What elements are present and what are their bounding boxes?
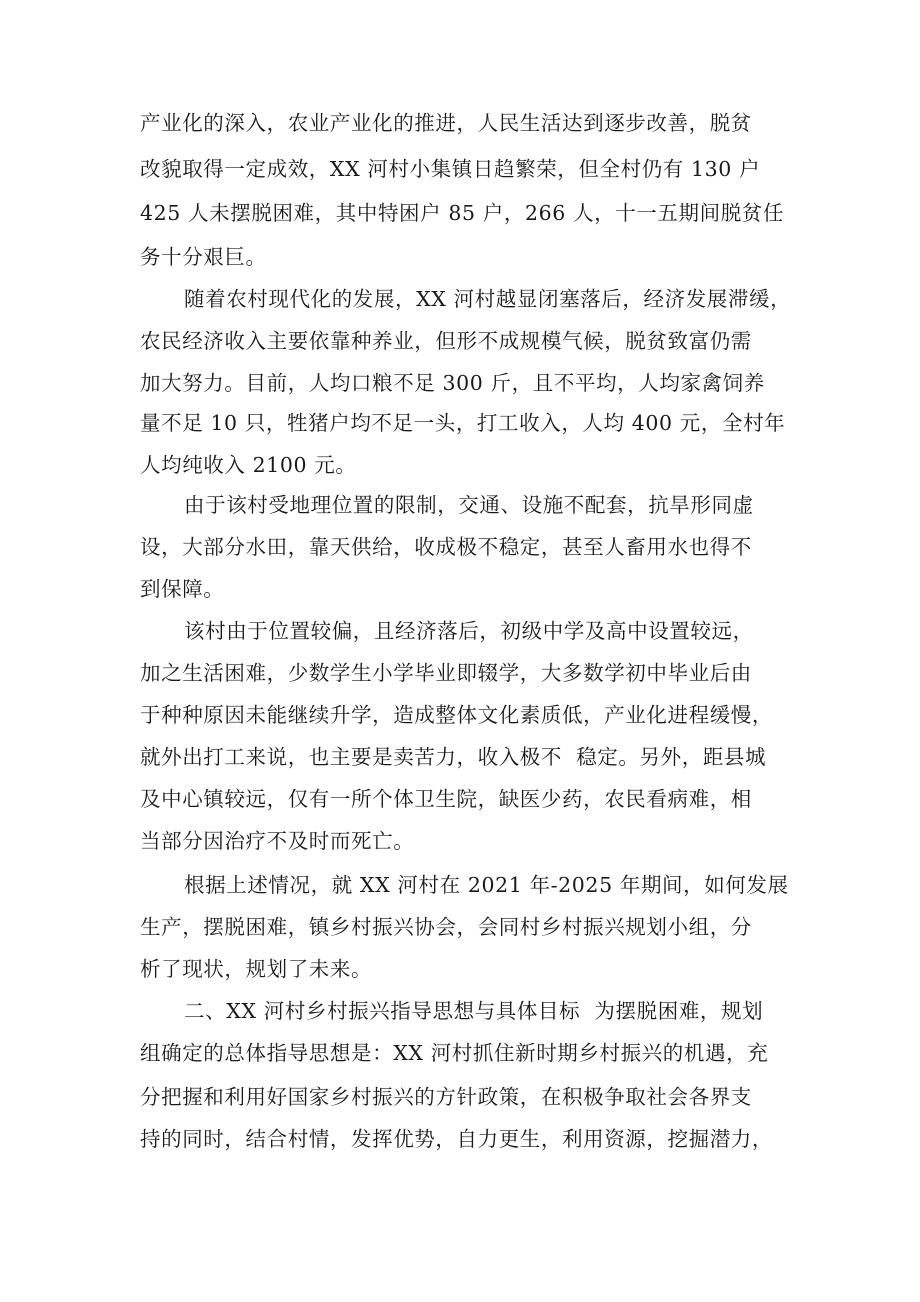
text-line: 量不足 10 只，牲猪户均不足一头，打工收入，人均 400 元，全村年 <box>140 411 786 435</box>
text-line: 就外出打工来说，也主要是卖苦力，收入极不 稳定。另外，距县城 <box>140 745 767 769</box>
text-line: 务十分艰巨。 <box>140 245 267 269</box>
text-line: 当部分因治疗不及时而死亡。 <box>140 829 415 853</box>
text-line: 生产，摆脱困难，镇乡村振兴协会，会同村乡村振兴规划小组，分 <box>140 915 752 939</box>
text-line: 加之生活困难，少数学生小学毕业即辍学，大多数学初中毕业后由 <box>140 661 752 685</box>
text-line: 产业化的深入，农业产业化的推进，人民生活达到逐步改善，脱贫 <box>140 111 752 135</box>
text-line: 425 人未摆脱困难，其中特困户 85 户，266 人，十一五期间脱贫任 <box>140 201 785 225</box>
text-line: 设，大部分水田，靠天供给，收成极不稳定，甚至人畜用水也得不 <box>140 535 752 559</box>
text-line: 加大努力。目前，人均口粮不足 300 斤，且不平均，人均家禽饲养 <box>140 371 765 395</box>
text-line: 该村由于位置较偏，且经济落后，初级中学及高中设置较远， <box>184 619 754 643</box>
text-line: 组确定的总体指导思想是：XX 河村抓住新时期乡村振兴的机遇，充 <box>140 1041 769 1065</box>
text-line: 分把握和利用好国家乡村振兴的方针政策，在积极争取社会各界支 <box>140 1085 752 1109</box>
text-line: 随着农村现代化的发展，XX 河村越显闭塞落后，经济发展滞缓， <box>184 287 792 311</box>
text-line: 农民经济收入主要依靠种养业，但形不成规模气候，脱贫致富仍需 <box>140 329 752 353</box>
text-line: 由于该村受地理位置的限制，交通、设施不配套，抗旱形同虚 <box>184 493 754 517</box>
text-line: 于种种原因未能继续升学，造成整体文化素质低，产业化进程缓慢， <box>140 703 773 727</box>
text-line: 及中心镇较远，仅有一所个体卫生院，缺医少药，农民看病难，相 <box>140 787 752 811</box>
text-line: 改貌取得一定成效，XX 河村小集镇日趋繁荣，但全村仍有 130 户 <box>140 157 761 181</box>
text-line: 到保障。 <box>140 577 225 601</box>
text-line: 根据上述情况，就 XX 河村在 2021 年-2025 年期间，如何发展 <box>184 873 789 897</box>
text-line: 二、XX 河村乡村振兴指导思想与具体目标 为摆脱困难，规划 <box>184 999 764 1023</box>
text-line: 人均纯收入 2100 元。 <box>140 453 357 477</box>
text-line: 持的同时，结合村情，发挥优势，自力更生，利用资源，挖掘潜力， <box>140 1127 773 1151</box>
text-line: 析了现状，规划了未来。 <box>140 957 373 981</box>
